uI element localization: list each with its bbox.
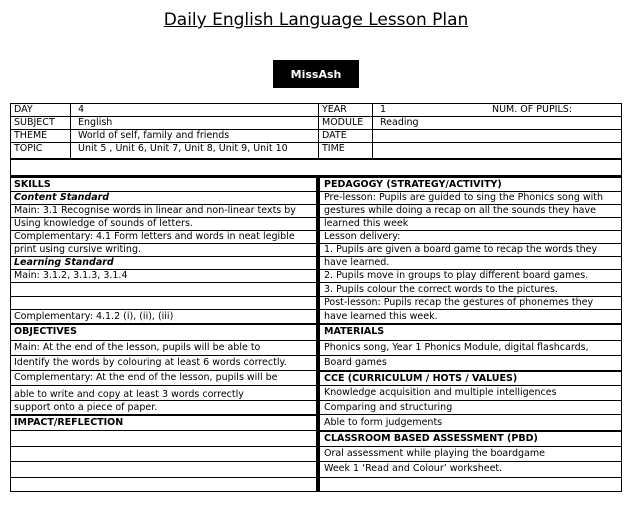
pedagogy-line: Lesson delivery: [324, 231, 401, 242]
objective-line: able to write and copy at least 3 words correctly [14, 389, 244, 400]
objective-line: support onto a piece of paper. [14, 402, 158, 413]
assessment-line: Week 1 ‘Read and Colour’ worksheet. [324, 463, 503, 474]
cce-line: Able to form judgements [324, 417, 443, 428]
pupils-label: NUM. OF PUPILS: [492, 104, 572, 115]
theme-value: World of self, family and friends [78, 130, 230, 141]
impact-heading: IMPACT/REFLECTION [14, 417, 124, 428]
day-label: DAY [14, 104, 33, 115]
assessment-line: Oral assessment while playing the boardgame [324, 448, 545, 459]
year-value: 1 [380, 104, 387, 115]
pedagogy-line: 2. Pupils move in groups to play different board games. [324, 270, 589, 281]
subject-label: SUBJECT [14, 117, 55, 128]
materials-line: Board games [324, 357, 387, 368]
subject-value: English [78, 117, 113, 128]
pedagogy-line: have learned this week. [324, 311, 438, 322]
brand-logo: MissAsh [273, 60, 359, 88]
cce-line: Comparing and structuring [324, 402, 453, 413]
date-label: DATE [322, 130, 347, 141]
time-label: TIME [322, 143, 345, 154]
day-value: 4 [78, 104, 85, 115]
cce-heading: CCE (CURRICULUM / HOTS / VALUES) [324, 373, 518, 384]
learning-standard-heading: Learning Standard [14, 257, 114, 268]
pedagogy-heading: PEDAGOGY (STRATEGY/ACTIVITY) [324, 179, 502, 190]
pedagogy-line: Pre-lesson: Pupils are guided to sing the Phonics song with [324, 192, 604, 203]
pedagogy-line: 1. Pupils are given a board game to recap the words they [324, 244, 598, 255]
learning-standard-complementary: Complementary: 4.1.2 (i), (ii), (iii) [14, 311, 174, 322]
learning-standard-main: Main: 3.1.2, 3.1.3, 3.1.4 [14, 270, 128, 281]
content-standard-line: Using knowledge of sounds of letters. [14, 218, 193, 229]
module-value: Reading [380, 117, 419, 128]
materials-line: Phonics song, Year 1 Phonics Module, digital flashcards, [324, 342, 589, 353]
pedagogy-line: gestures while doing a recap on all the sounds they have [324, 205, 596, 216]
topic-label: TOPIC [14, 143, 43, 154]
page-title: Daily English Language Lesson Plan [163, 10, 469, 30]
assessment-heading: CLASSROOM BASED ASSESSMENT (PBD) [324, 433, 538, 444]
objective-line: Identify the words by colouring at least 6 words correctly. [14, 357, 287, 368]
theme-label: THEME [14, 130, 48, 141]
objective-line: Main: At the end of the lesson, pupils will be able to [14, 342, 261, 353]
content-standard-line: Main: 3.1 Recognise words in linear and non-linear texts by [14, 205, 296, 216]
content-standard-heading: Content Standard [14, 192, 110, 203]
pedagogy-line: learned this week [324, 218, 409, 229]
pedagogy-line: 3. Pupils colour the correct words to the pictures. [324, 284, 558, 295]
objective-line: Complementary: At the end of the lesson, pupils will be [14, 372, 278, 383]
pedagogy-line: Post-lesson: Pupils recap the gestures of phonemes they [324, 297, 594, 308]
materials-heading: MATERIALS [324, 326, 385, 337]
pedagogy-line: have learned. [324, 257, 390, 268]
content-standard-line: Complementary: 4.1 Form letters and words in neat legible [14, 231, 295, 242]
skills-heading: SKILLS [14, 179, 51, 190]
content-standard-line: print using cursive writing. [14, 244, 141, 255]
cce-line: Knowledge acquisition and multiple intelligences [324, 387, 557, 398]
objectives-heading: OBJECTIVES [14, 326, 78, 337]
module-label: MODULE [322, 117, 364, 128]
topic-value: Unit 5 , Unit 6, Unit 7, Unit 8, Unit 9, Unit 10 [78, 143, 288, 154]
year-label: YEAR [322, 104, 347, 115]
